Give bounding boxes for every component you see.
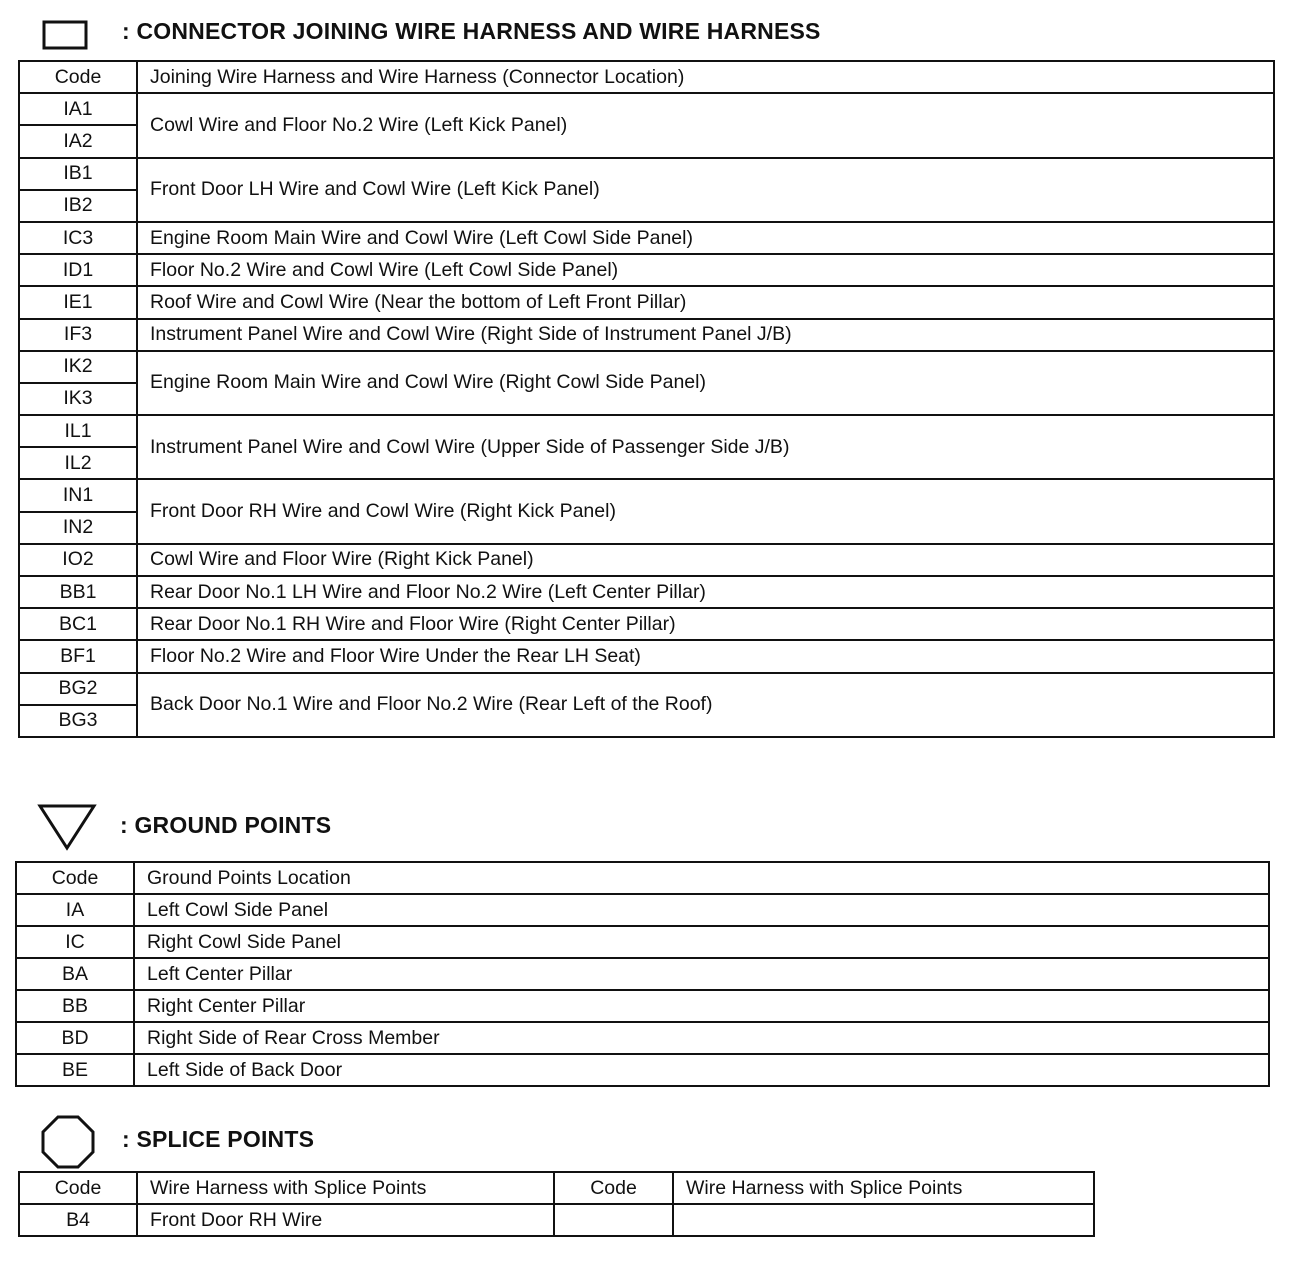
code-cell — [554, 1204, 673, 1236]
table-row — [16, 1054, 1269, 1086]
code-cell: IB2 — [19, 190, 137, 222]
connector-table — [18, 60, 1275, 738]
code-cell: BD — [16, 1022, 134, 1054]
code-cell: IK2 — [19, 351, 137, 383]
header-cell: Wire Harness with Splice Points — [137, 1172, 554, 1204]
harness-cell: Front Door RH Wire — [137, 1204, 554, 1236]
location-cell: Front Door RH Wire and Cowl Wire (Right Kick Panel) — [137, 479, 1274, 543]
code-cell: IC3 — [19, 222, 137, 254]
table-row — [19, 673, 1274, 705]
table-row — [19, 640, 1274, 672]
table-row — [19, 608, 1274, 640]
table-row — [16, 958, 1269, 990]
code-cell: B4 — [19, 1204, 137, 1236]
table-row — [19, 222, 1274, 254]
code-cell: BE — [16, 1054, 134, 1086]
location-cell: Roof Wire and Cowl Wire (Near the bottom of Left Front Pillar) — [137, 286, 1274, 318]
code-cell: IN2 — [19, 512, 137, 544]
code-cell: IA1 — [19, 93, 137, 125]
code-cell: BC1 — [19, 608, 137, 640]
table-row — [19, 286, 1274, 318]
header-cell: Ground Points Location — [134, 862, 1269, 894]
location-cell: Cowl Wire and Floor No.2 Wire (Left Kick Panel) — [137, 93, 1274, 157]
code-cell: IL2 — [19, 447, 137, 479]
table-row — [19, 93, 1274, 125]
table-row — [19, 544, 1274, 576]
table-header-row — [19, 1172, 1094, 1204]
table-row — [19, 1204, 1094, 1236]
table-row — [19, 479, 1274, 511]
table-row — [16, 990, 1269, 1022]
table-row — [19, 576, 1274, 608]
ground-table — [15, 861, 1270, 1087]
header-cell: Code — [16, 862, 134, 894]
location-cell: Engine Room Main Wire and Cowl Wire (Left Cowl Side Panel) — [137, 222, 1274, 254]
location-cell: Rear Door No.1 LH Wire and Floor No.2 Wire (Left Center Pillar) — [137, 576, 1274, 608]
table-row — [19, 415, 1274, 447]
harness-cell — [673, 1204, 1094, 1236]
square-icon — [42, 20, 88, 50]
location-cell: Left Cowl Side Panel — [134, 894, 1269, 926]
code-cell: IL1 — [19, 415, 137, 447]
location-cell: Instrument Panel Wire and Cowl Wire (Right Side of Instrument Panel J/B) — [137, 319, 1274, 351]
code-cell: BB — [16, 990, 134, 1022]
header-cell: Joining Wire Harness and Wire Harness (Connector Location) — [137, 61, 1274, 93]
code-cell: IO2 — [19, 544, 137, 576]
connector-section-title: : CONNECTOR JOINING WIRE HARNESS AND WIRE HARNESS — [122, 18, 821, 44]
location-cell: Right Side of Rear Cross Member — [134, 1022, 1269, 1054]
header-cell: Wire Harness with Splice Points — [673, 1172, 1094, 1204]
location-cell: Front Door LH Wire and Cowl Wire (Left Kick Panel) — [137, 158, 1274, 222]
location-cell: Rear Door No.1 RH Wire and Floor Wire (Right Center Pillar) — [137, 608, 1274, 640]
table-row — [19, 158, 1274, 190]
location-cell: Left Side of Back Door — [134, 1054, 1269, 1086]
table-row — [16, 1022, 1269, 1054]
code-cell: IA2 — [19, 125, 137, 157]
location-cell: Right Cowl Side Panel — [134, 926, 1269, 958]
code-cell: IN1 — [19, 479, 137, 511]
code-cell: BG2 — [19, 673, 137, 705]
splice-section-title: : SPLICE POINTS — [122, 1126, 315, 1152]
code-cell: BF1 — [19, 640, 137, 672]
code-cell: IF3 — [19, 319, 137, 351]
splice-table — [18, 1171, 1095, 1237]
triangle-down-icon — [36, 802, 98, 852]
code-cell: BA — [16, 958, 134, 990]
location-cell: Engine Room Main Wire and Cowl Wire (Right Cowl Side Panel) — [137, 351, 1274, 415]
table-row — [19, 254, 1274, 286]
header-cell: Code — [554, 1172, 673, 1204]
code-cell: IE1 — [19, 286, 137, 318]
code-cell: BB1 — [19, 576, 137, 608]
ground-section-title: : GROUND POINTS — [120, 812, 332, 838]
header-cell: Code — [19, 61, 137, 93]
location-cell: Left Center Pillar — [134, 958, 1269, 990]
location-cell: Right Center Pillar — [134, 990, 1269, 1022]
code-cell: IK3 — [19, 383, 137, 415]
table-header-row — [19, 61, 1274, 93]
code-cell: IB1 — [19, 158, 137, 190]
table-row — [19, 351, 1274, 383]
table-header-row — [16, 862, 1269, 894]
location-cell: Floor No.2 Wire and Cowl Wire (Left Cowl Side Panel) — [137, 254, 1274, 286]
table-row — [19, 319, 1274, 351]
table-row — [16, 894, 1269, 926]
code-cell: ID1 — [19, 254, 137, 286]
location-cell: Floor No.2 Wire and Floor Wire Under the Rear LH Seat) — [137, 640, 1274, 672]
code-cell: IA — [16, 894, 134, 926]
code-cell: BG3 — [19, 705, 137, 737]
location-cell: Instrument Panel Wire and Cowl Wire (Upper Side of Passenger Side J/B) — [137, 415, 1274, 479]
location-cell: Cowl Wire and Floor Wire (Right Kick Panel) — [137, 544, 1274, 576]
header-cell: Code — [19, 1172, 137, 1204]
code-cell: IC — [16, 926, 134, 958]
location-cell: Back Door No.1 Wire and Floor No.2 Wire (Rear Left of the Roof) — [137, 673, 1274, 737]
table-row — [16, 926, 1269, 958]
octagon-icon — [40, 1114, 96, 1170]
